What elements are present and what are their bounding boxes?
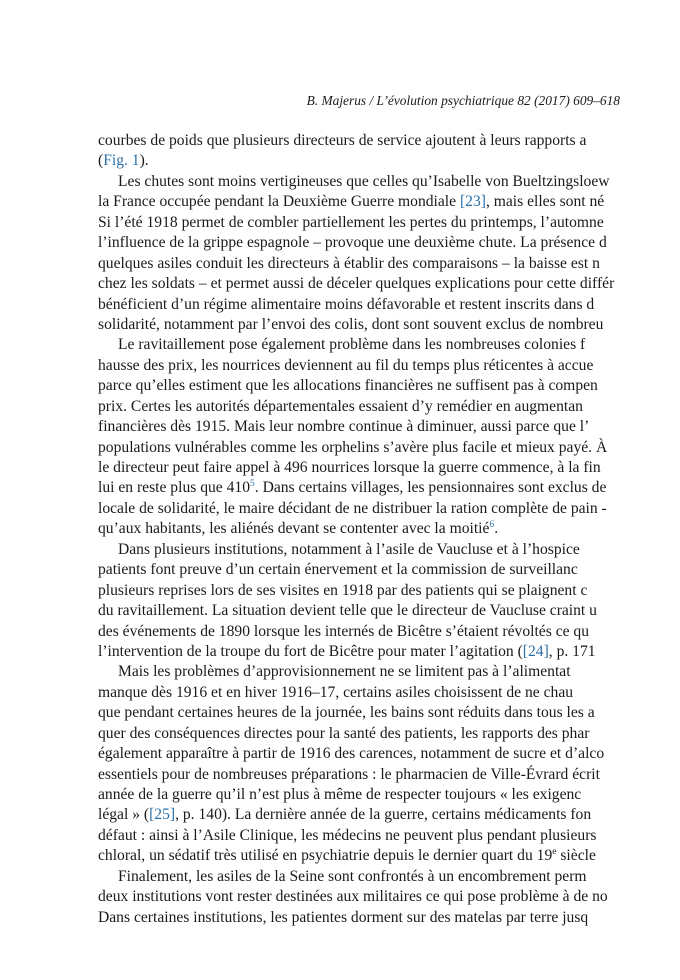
text-line [98,499,680,519]
text-segment: légal » ( [98,806,150,824]
text-line [98,519,680,539]
text-segment: hausse des prix, les nourrices deviennent au fil du temps plus réticentes à accue [98,356,594,374]
text-line [98,765,680,785]
text-line [98,642,680,662]
text-segment: quelques asiles conduit les directeurs à établir des comparaisons – la baisse est n [98,254,600,272]
text-line [98,213,680,233]
text-segment: année de la guerre qu’il n’est plus à même de respecter toujours « les exigenc [98,786,582,803]
text-segment: financières dès 1915. Mais leur nombre continue à diminuer, aussi parce que l’ [98,418,590,436]
text-segment: siècle [556,847,596,865]
footnote-marker[interactable]: 5 [250,479,255,490]
text-segment: la France occupée pendant la Deuxième Guerre mondiale [98,193,460,211]
text-line [98,826,680,846]
text-line [98,335,680,355]
reference-link[interactable]: [25] [149,806,176,824]
text-line [98,254,680,274]
text-segment: défaut : ainsi à l’Asile Clinique, les médecins ne peuvent plus pendant plusieurs [98,826,597,844]
text-line [98,478,680,498]
text-segment: ). [139,152,149,170]
superscript-text: e [552,847,557,858]
text-segment: l’intervention de la troupe du fort de Bicêtre pour mater l’agitation ( [98,642,523,660]
text-line [98,376,680,396]
text-line [98,744,680,764]
article-body [98,131,680,928]
text-line [98,233,680,253]
text-line [98,295,680,315]
text-segment: que pendant certaines heures de la journée, les bains sont réduits dans tous les a [98,704,595,722]
text-line [98,867,680,887]
text-line [98,703,680,723]
text-line [98,662,680,682]
text-line [98,560,680,580]
text-line [98,540,680,560]
running-header: B. Majerus / L’évolution psychiatrique 82 (2017) 609–618 [306,93,620,108]
text-segment: également apparaître à partir de 1916 des carences, notamment de sucre et d’alco [98,745,605,763]
text-segment: chloral, un sédatif très utilisé en psychiatrie depuis le dernier quart du 19 [98,847,553,865]
text-segment: manque dès 1916 et en hiver 1916–17, certains asiles choisissent de ne chau [98,683,574,701]
text-line [98,274,680,294]
text-segment: essentiels pour de nombreuses préparations : le pharmacien de Ville-Évrard écrit [98,765,600,783]
text-line [98,724,680,744]
text-line [98,397,680,417]
text-segment: solidarité, notamment par l’envoi des colis, dont sont souvent exclus de nombreu [98,315,604,333]
reference-link[interactable]: Fig. 1 [103,152,140,170]
text-line [98,315,680,335]
text-segment: , p. 140). La dernière année de la guerre, certains médicaments fon [175,806,592,824]
text-segment: Les chutes sont moins vertigineuses que celles qu’Isabelle von Bueltzingsloew [118,172,610,190]
text-segment: des événements de 1890 lorsque les internés de Bicêtre s’étaient révoltés ce qu [98,622,590,640]
text-segment: l’influence de la grippe espagnole – provoque une deuxième chute. La présence d [98,234,607,252]
text-segment: populations vulnérables comme les orphelins s’avère plus facile et mieux payé. À [98,438,608,456]
text-line [98,805,680,825]
text-line [98,151,680,171]
text-line [98,601,680,621]
text-segment: locale de solidarité, le maire décidant de ne distribuer la ration complète de pain - [98,499,607,517]
text-line [98,887,680,907]
text-segment: Dans plusieurs institutions, notamment à l’asile de Vaucluse et à l’hospice [118,540,580,558]
text-segment: Si l’été 1918 permet de combler partiellement les pertes du printemps, l’automne [98,213,604,231]
reference-link[interactable]: [23] [459,193,486,211]
text-line [98,356,680,376]
text-line [98,846,680,866]
text-segment: ( [98,152,104,170]
text-line [98,192,680,212]
text-segment: chez les soldats – et permet aussi de déceler quelques explications pour cette différ [98,275,615,293]
text-segment: qu’aux habitants, les aliénés devant se contenter avec la moitié [98,520,490,538]
reference-link[interactable]: [24] [522,642,549,660]
text-segment: , p. 171 [548,642,596,660]
text-segment: du ravitaillement. La situation devient telle que le directeur de Vaucluse craint u [98,602,597,620]
text-segment: prix. Certes les autorités départementales essaient d’y remédier en augmentan [98,397,583,415]
text-line [98,581,680,601]
text-segment: Mais les problèmes d’approvisionnement ne se limitent pas à l’alimentat [118,663,571,681]
text-line [98,908,680,928]
text-line [98,458,680,478]
text-line [98,438,680,458]
text-line [98,683,680,703]
text-segment: bénéficient d’un régime alimentaire moins défavorable et restent inscrits dans d [98,295,595,313]
text-segment: lui en reste plus que 410 [98,479,251,497]
text-line [98,785,680,805]
text-segment: . Dans certains villages, les pensionnaires sont exclus de [254,479,607,497]
text-segment: Dans certaines institutions, les patientes dorment sur des matelas par terre jusq [98,908,589,926]
text-segment: quer des conséquences directes pour la santé des patients, les rapports des phar [98,724,590,742]
text-line [98,131,680,151]
footnote-marker[interactable]: 6 [489,520,495,531]
text-line [98,172,680,192]
text-segment: courbes de poids que plusieurs directeurs de service ajoutent à leurs rapports a [98,132,587,149]
text-segment: plusieurs reprises lors de ses visites en 1918 par des patients qui se plaignent c [98,581,588,599]
text-segment: , mais elles sont né [485,193,605,211]
text-line [98,622,680,642]
text-segment: Finalement, les asiles de la Seine sont confrontés à un encombrement perm [118,867,587,885]
text-segment: le directeur peut faire appel à 496 nourrices lorsque la guerre commence, à la fin [98,459,601,476]
text-segment: parce qu’elles estiment que les allocations financières ne suffisent pas à compen [98,377,598,395]
text-segment: Le ravitaillement pose également problème dans les nombreuses colonies f [118,336,586,354]
text-segment: . [494,520,499,538]
text-segment: deux institutions vont rester destinées aux militaires ce qui pose problème à de no [98,888,608,906]
text-segment: patients font preuve d’un certain énervement et la commission de surveillanc [98,561,578,579]
text-line [98,417,680,437]
